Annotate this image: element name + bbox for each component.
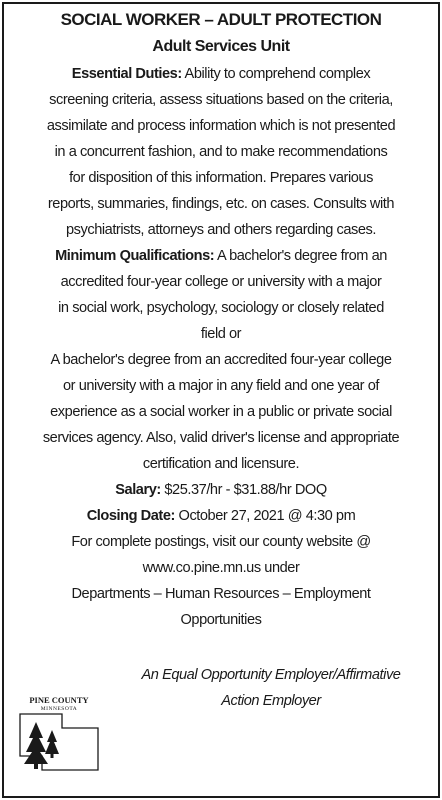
qualifications-line: Minimum Qualifications: A bachelor's degree from an — [55, 248, 387, 264]
salary-label: Salary: — [115, 482, 161, 498]
qualifications-line: or university with a major in any field and one year of — [63, 378, 379, 394]
qualifications-line: A bachelor's degree from an accredited four-year college — [50, 352, 392, 368]
qualifications-line: certification and licensure. — [142, 456, 300, 472]
postings-line: Opportunities — [180, 612, 262, 628]
postings-line: Departments – Human Resources – Employment — [71, 586, 371, 602]
closing-date-value: October 27, 2021 @ 4:30 pm — [174, 508, 356, 524]
duties-line: for disposition of this information. Prepares various — [69, 170, 373, 186]
closing-date-line — [4, 506, 438, 526]
salary-line — [4, 480, 438, 500]
qualifications-line: field or — [200, 326, 242, 342]
duties-line: assimilate and process information which is not presented — [46, 118, 396, 134]
logo-state-text: MINNESOTA — [40, 706, 78, 712]
eoe-statement: An Equal Opportunity Employer/Affirmative — [141, 667, 401, 683]
job-ad — [2, 2, 440, 798]
qualifications-label: Minimum Qualifications: — [55, 248, 215, 264]
duties-label: Essential Duties: — [71, 66, 182, 82]
duties-line: in a concurrent fashion, and to make recommendations — [54, 144, 388, 160]
logo-county-text: PINE COUNTY — [29, 695, 89, 705]
duties-line: screening criteria, assess situations based on the criteria, — [49, 92, 393, 108]
duties-line: psychiatrists, attorneys and others regarding cases. — [66, 222, 376, 238]
qualifications-line: accredited four-year college or university with a major — [60, 274, 382, 290]
qualifications-line: experience as a social worker in a public or private social — [50, 404, 392, 420]
qualifications-line: services agency. Also, valid driver's license and appropriate — [42, 430, 400, 446]
eoe-statement: Action Employer — [221, 693, 321, 709]
job-title: SOCIAL WORKER – ADULT PROTECTION — [60, 10, 382, 29]
duties-line: reports, summaries, findings, etc. on cases. Consults with — [47, 196, 395, 212]
pine-county-logo — [14, 694, 104, 774]
unit-name: Adult Services Unit — [152, 38, 290, 55]
qualifications-line: in social work, psychology, sociology or closely related — [58, 300, 384, 316]
postings-url[interactable]: www.co.pine.mn.us under — [142, 560, 300, 576]
duties-line: Essential Duties: Ability to comprehend complex — [71, 66, 371, 82]
closing-date-label: Closing Date: — [86, 508, 175, 524]
postings-line: For complete postings, visit our county website @ — [71, 534, 371, 550]
salary-value: $25.37/hr - $31.88/hr DOQ — [160, 482, 327, 498]
pine-tree-icon — [24, 722, 59, 769]
